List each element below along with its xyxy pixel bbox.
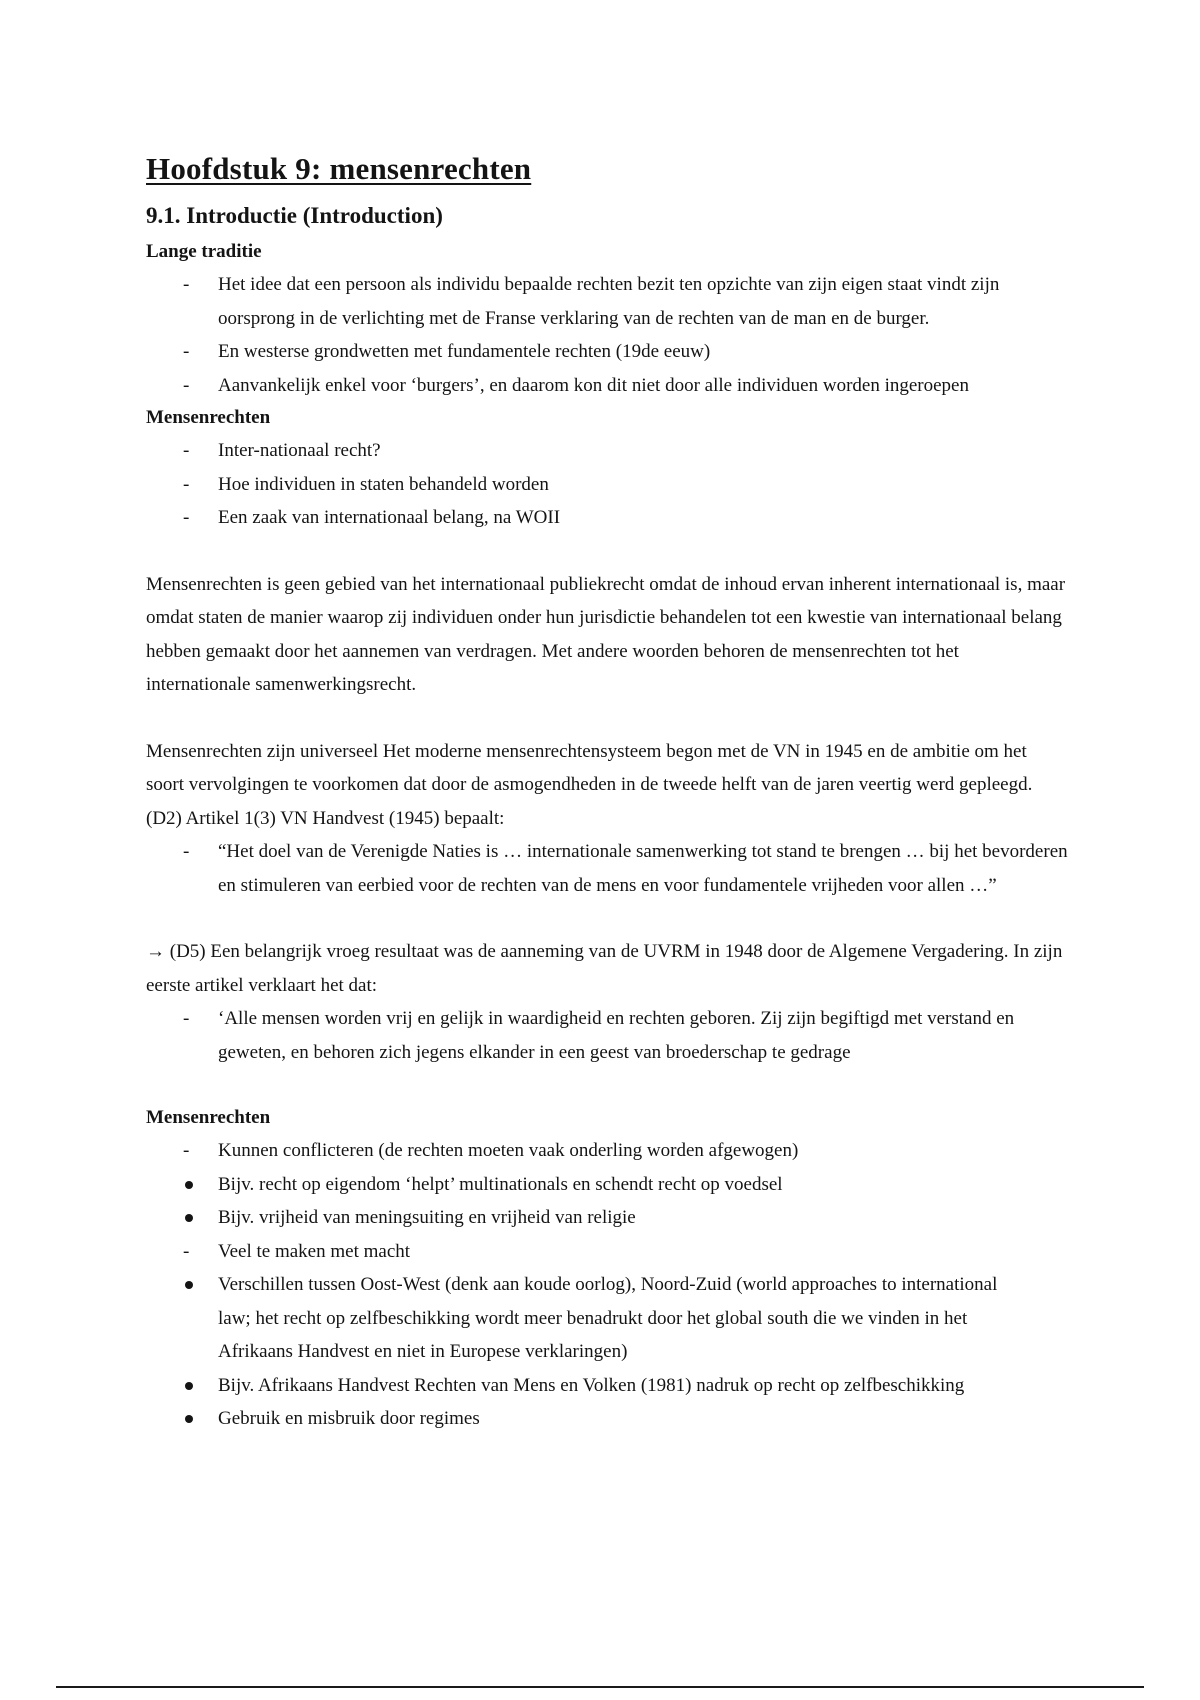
paragraph: Mensenrechten is geen gebied van het internationaal publiekrecht omdat de inhoud ervan inherent internationaal is, maar omdat staten de manier waarop zij individuen onder hun jurisdictie behandelen tot een kwestie van internationaal belang hebben gemaakt door het aannemen van verdragen. Met andere woorden behoren de mensenrechten tot het internationale samenwerkingsrecht. (146, 573, 1066, 695)
list-item: - En westerse grondwetten met fundamentele rechten (19de eeuw) (146, 335, 1070, 369)
bullet-dot-icon (185, 1415, 193, 1423)
list-item: - Een zaak van internationaal belang, na WOII (146, 501, 1070, 535)
sub-list-item: Bijv. vrijheid van meningsuiting en vrijheid van religie (146, 1201, 998, 1235)
quote-list (146, 1002, 1076, 1069)
spacer (146, 902, 1076, 935)
sub-list-item: Verschillen tussen Oost-West (denk aan koude oorlog), Noord-Zuid (world approaches to international law; het recht op zelfbeschikking wordt meer benadrukt door het global south die we vinden in het Afrikaans Handvest en niet in Europese verklaringen) (146, 1268, 998, 1369)
dash-bullet: - (183, 507, 190, 528)
dash-bullet: - (183, 274, 190, 295)
sub-list (146, 1168, 998, 1235)
spacer (146, 702, 1076, 735)
mensenrechten-list (146, 434, 1076, 535)
bullet-dot-icon (185, 1281, 193, 1289)
dash-bullet: - (183, 341, 190, 362)
dash-bullet: - (183, 473, 190, 495)
bullet-dot-icon (185, 1181, 193, 1189)
list-item: - Aanvankelijk enkel voor ‘burgers’, en daarom kon dit niet door alle individuen worden ingeroepen (146, 369, 1070, 403)
dash-bullet: - (183, 1008, 190, 1029)
quote-list (146, 835, 1076, 902)
mensenrechten-label-2: Mensenrechten (146, 1107, 271, 1128)
dash-bullet: - (183, 374, 190, 396)
dash-bullet: - (183, 1140, 190, 1161)
list-item: - Het idee dat een persoon als individu bepaalde rechten bezit ten opzichte van zijn eigen staat vindt zijn oorsprong in de verlichting met de Franse verklaring van de rechten van de man en de burger. (146, 268, 1070, 335)
sub-list-item: Gebruik en misbruik door regimes (146, 1402, 998, 1436)
bullet-dot-icon (185, 1382, 193, 1390)
bullet-dot-icon (185, 1214, 193, 1222)
spacer (146, 1069, 1076, 1102)
list-item: - Kunnen conflicteren (de rechten moeten vaak onderling worden afgewogen) Bijv. recht op eigendom ‘helpt’ multinationals en schendt recht op voedsel Bijv. vrijheid van meningsuiting en vrijheid van religie (146, 1134, 1070, 1235)
paragraph: → (D5) Een belangrijk vroeg resultaat was de aanneming van de UVRM in 1948 door de Algemene Vergadering. In zijn eerste artikel verklaart het dat: (146, 941, 1063, 996)
lange-traditie-label: Lange traditie (146, 241, 262, 262)
dash-bullet: - (183, 1240, 190, 1262)
spacer (146, 535, 1076, 568)
page-title: Hoofdstuk 9: mensenrechten (146, 151, 532, 186)
dash-bullet: - (183, 841, 190, 862)
mensenrechten-label: Mensenrechten (146, 407, 271, 428)
lange-traditie-list (146, 268, 1076, 402)
dash-bullet: - (183, 440, 190, 461)
list-item: - Veel te maken met macht Verschillen tussen Oost-West (denk aan koude oorlog), Noord-Zuid (world approaches to international law; het recht op zelfbeschikking wordt meer benadrukt door het global south die we vinden in het Afrikaans Handvest en niet in Europese verklaringen) Bijv. Afrikaans Handvest Rechten van Mens en Volken (1981) nadruk op recht op zelfbeschikking Gebruik en misbruik door regimes (146, 1235, 1070, 1436)
document-page (146, 150, 1076, 1436)
quote-item: - “Het doel van de Verenigde Naties is … internationale samenwerking tot stand te brengen … bij het bevorderen en stimuleren van eerbied voor de rechten van de mens en voor fundamentele vrijheden voor allen …” (146, 835, 1070, 902)
section-heading: 9.1. Introductie (Introduction) (146, 203, 443, 228)
page-bottom-rule (56, 1686, 1144, 1688)
mensenrechten-list-2 (146, 1134, 1076, 1436)
paragraph: Mensenrechten zijn universeel Het moderne mensenrechtensysteem begon met de VN in 1945 en de ambitie om het soort vervolgingen te voorkomen dat door de asmogendheden in de tweede helft van de jaren veertig werd gepleegd. (D2) Artikel 1(3) VN Handvest (1945) bepaalt: (146, 740, 1033, 829)
sub-list-item: Bijv. recht op eigendom ‘helpt’ multinationals en schendt recht op voedsel (146, 1168, 998, 1202)
sub-list (146, 1268, 998, 1436)
quote-item: - ‘Alle mensen worden vrij en gelijk in waardigheid en rechten geboren. Zij zijn begiftigd met verstand en geweten, en behoren zich jegens elkander in een geest van broederschap te gedrage (146, 1002, 1070, 1069)
sub-list-item: Bijv. Afrikaans Handvest Rechten van Mens en Volken (1981) nadruk op recht op zelfbeschikking (146, 1369, 998, 1403)
list-item: - Hoe individuen in staten behandeld worden (146, 468, 1070, 502)
list-item: - Inter-nationaal recht? (146, 434, 1070, 468)
